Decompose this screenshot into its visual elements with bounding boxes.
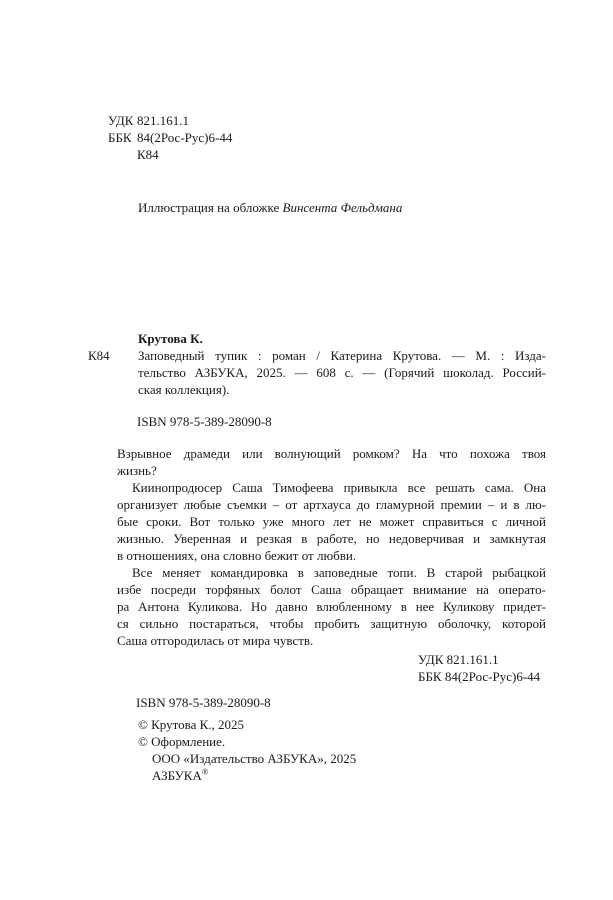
publisher-brand-line: [138, 767, 356, 784]
publisher-brand: АЗБУКА: [152, 768, 202, 783]
text-line: ская коллекция).: [138, 382, 230, 397]
isbn-bottom: ISBN 978-5-389-28090-8: [136, 695, 271, 710]
bbk-line: [108, 129, 232, 146]
text-line: организует любые съемки – от артхауса до гламурной премии – и в лю-: [117, 497, 546, 512]
annotation-block: [117, 445, 546, 649]
copyright-block: [138, 716, 356, 784]
bbk-footer: ББК 84(2Рос-Рус)6-44: [418, 669, 541, 684]
annotation-paragraph: [117, 445, 546, 479]
illustration-artist-name: Винсента Фельдмана: [282, 200, 403, 215]
isbn-top: ISBN 978-5-389-28090-8: [137, 414, 272, 429]
text-line: Все меняет командировка в заповедные топи. В старой рыбацкой: [132, 565, 546, 580]
classification-codes-top: [108, 112, 232, 163]
text-line: тельство АЗБУКА, 2025. — 608 с. — (Горячий шоколад. Россий-: [138, 365, 546, 380]
author-sign: К84: [137, 147, 159, 162]
annotation-paragraph: [117, 479, 546, 564]
text-line: Заповедный тупик : роман / Катерина Крутова. — М. : Изда-: [138, 348, 546, 363]
catalog-entry: [88, 347, 546, 398]
text-line: ся сильно постараться, чтобы пробить защитную оболочку, которой: [117, 616, 546, 631]
copyright-author: © Крутова К., 2025: [138, 717, 245, 732]
catalog-author: Крутова К.: [138, 331, 203, 346]
author-sign-line: [108, 146, 232, 163]
text-line: избе посреди торфяных болот Саша обращает внимание на операто-: [117, 582, 546, 597]
text-line: Взрывное драмеди или волнующий ромком? На что похожа твоя: [117, 446, 546, 461]
text-line: Киинопродюсер Саша Тимофеева привыкла все решать сама. Она: [132, 480, 546, 495]
text-line: Саша отгородилась от мира чувств.: [117, 633, 314, 648]
classification-codes-footer: [418, 651, 540, 685]
registered-trademark-icon: ®: [201, 766, 209, 777]
bbk-label: ББК: [108, 130, 132, 145]
udk-line: [108, 112, 232, 129]
illustration-credit-text: Иллюстрация на обложке: [138, 200, 283, 215]
text-line: в отношениях, она словно бежит от любви.: [117, 548, 357, 563]
copyright-publisher: ООО «Издательство АЗБУКА», 2025: [152, 751, 357, 766]
udk-footer: УДК 821.161.1: [418, 652, 499, 667]
illustration-credit: [138, 199, 402, 216]
text-line: ра Антона Куликова. Но давно влюбленному в нее Куликову придет-: [117, 599, 546, 614]
copyright-design: © Оформление.: [138, 734, 226, 749]
udk-value: 821.161.1: [137, 113, 189, 128]
text-line: бые сроки. Вот только уже много лет не может справиться с личной: [117, 514, 546, 529]
catalog-author-sign: К84: [88, 348, 110, 363]
bbk-value: 84(2Рос-Рус)6-44: [137, 130, 233, 145]
text-line: жизнью. Уверенная и резкая в работе, но недоверчивая и замкнутая: [117, 531, 546, 546]
annotation-paragraph: [117, 564, 546, 649]
text-line: жизнь?: [117, 463, 157, 478]
udk-label: УДК: [108, 113, 134, 128]
